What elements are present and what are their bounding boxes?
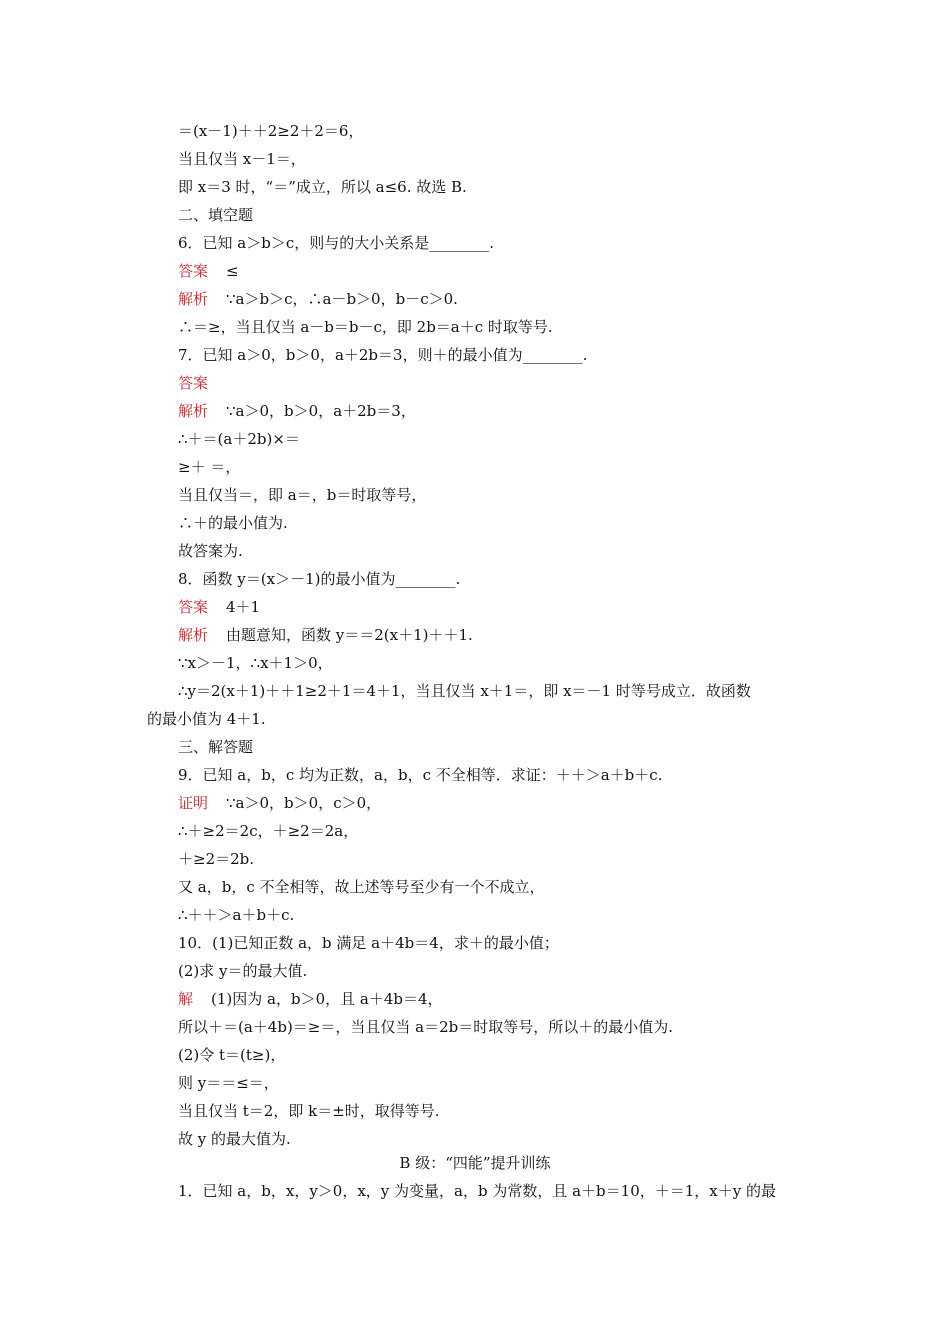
question-line: 8．函数 y＝(x＞－1)的最小值为________. — [178, 570, 461, 588]
analysis-text: ∵a＞0，b＞0，a＋2b＝3， — [226, 402, 416, 420]
text-line: ∴＋≥2＝2c，＋≥2＝2a， — [178, 822, 359, 840]
text-line: 当且仅当＝，即 a＝，b＝时取等号， — [178, 486, 427, 504]
solution-text: (1)因为 a，b＞0，且 a＋4b＝4， — [211, 990, 443, 1008]
analysis-tag: 解析 — [178, 626, 209, 644]
level-heading: B 级：“四能”提升训练 — [399, 1154, 551, 1172]
text-line: ∵x＞－1，∴x＋1＞0， — [178, 654, 333, 672]
text-line: 即 x＝3 时，“＝”成立，所以 a≤6. 故选 B. — [178, 178, 467, 196]
section-heading: 三、解答题 — [178, 738, 254, 756]
answer-text: 4＋1 — [226, 598, 261, 616]
text-line: ＝(x－1)＋＋2≥2＋2＝6， — [178, 122, 364, 140]
analysis-text: ∵a＞b＞c，∴a－b＞0，b－c＞0. — [226, 290, 458, 308]
text-line: ∴＋＝(a＋2b)×＝ — [178, 430, 300, 448]
text-line: 当且仅当 x－1＝， — [178, 150, 306, 168]
text-line: 所以＋＝(a＋4b)＝≥＝，当且仅当 a＝2b＝时取等号，所以＋的最小值为. — [178, 1018, 673, 1036]
answer-tag: 答案 — [178, 374, 209, 392]
analysis-line — [178, 625, 473, 645]
answer-line — [178, 373, 226, 393]
answer-line — [178, 597, 260, 617]
answer-text: ≤ — [226, 262, 239, 280]
solution-tag: 解 — [178, 990, 194, 1008]
text-line: (2)求 y＝的最大值. — [178, 962, 308, 980]
analysis-text: 由题意知，函数 y＝＝2(x＋1)＋＋1. — [226, 626, 473, 644]
text-line: ∴＋的最小值为. — [178, 514, 288, 532]
text-line: 故 y 的最大值为. — [178, 1130, 291, 1148]
text-line: 则 y＝＝≤＝， — [178, 1074, 279, 1092]
analysis-tag: 解析 — [178, 402, 209, 420]
text-line: (2)令 t＝(t≥)， — [178, 1046, 286, 1064]
question-line: 1．已知 a，b，x，y＞0，x，y 为变量，a，b 为常数，且 a＋b＝10，＋＝1，x＋y 的最 — [178, 1182, 776, 1200]
solution-line — [178, 989, 443, 1009]
section-heading: 二、填空题 — [178, 206, 254, 224]
text-line: ∴＝≥，当且仅当 a－b＝b－c，即 2b＝a＋c 时取等号. — [178, 318, 553, 336]
answer-line — [178, 261, 239, 281]
analysis-line — [178, 401, 416, 421]
analysis-line — [178, 289, 458, 309]
analysis-tag: 解析 — [178, 290, 209, 308]
text-line: 当且仅当 t＝2，即 k＝±时，取得等号. — [178, 1102, 440, 1120]
text-line: ∴y＝2(x＋1)＋＋1≥2＋1＝4＋1，当且仅当 x＋1＝，即 x＝－1 时等号成立．故函数 — [178, 682, 751, 700]
proof-line — [178, 793, 381, 813]
text-line: ≥＋ ＝， — [178, 458, 241, 476]
text-line: ＋≥2＝2b. — [178, 850, 255, 868]
text-line: 故答案为. — [178, 542, 243, 560]
text-line: 的最小值为 4＋1. — [147, 710, 266, 728]
proof-tag: 证明 — [178, 794, 209, 812]
question-line: 7．已知 a＞0，b＞0，a＋2b＝3，则＋的最小值为________. — [178, 346, 588, 364]
answer-tag: 答案 — [178, 598, 209, 616]
answer-tag: 答案 — [178, 262, 209, 280]
text-line: ∴＋＋＞a＋b＋c. — [178, 906, 295, 924]
text-line: 又 a，b，c 不全相等，故上述等号至少有一个不成立， — [178, 878, 545, 896]
question-line: 9．已知 a，b，c 均为正数，a，b，c 不全相等．求证：＋＋＞a＋b＋c. — [178, 766, 663, 784]
question-line: 10．(1)已知正数 a，b 满足 a＋4b＝4，求＋的最小值； — [178, 934, 559, 952]
proof-text: ∵a＞0，b＞0，c＞0， — [226, 794, 382, 812]
question-line: 6．已知 a＞b＞c，则与的大小关系是________. — [178, 234, 495, 252]
